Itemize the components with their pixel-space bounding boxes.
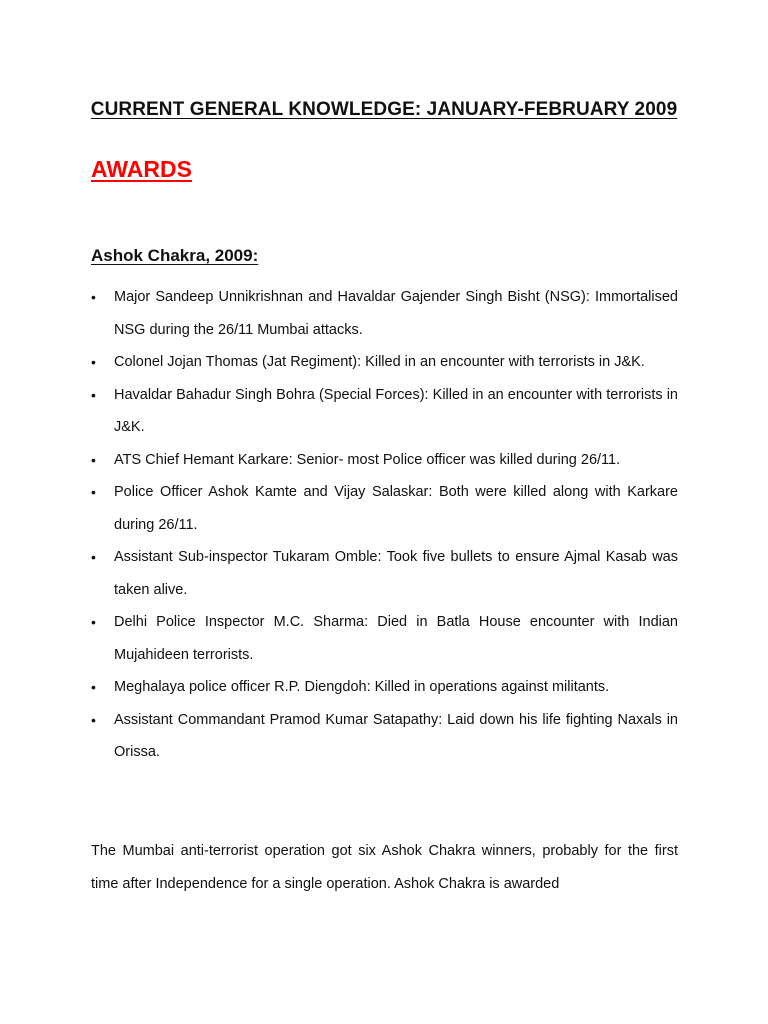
bullet-icon: • [91, 549, 96, 565]
awardee-list [91, 281, 678, 769]
list-item [91, 671, 678, 704]
list-item-text: Major Sandeep Unnikrishnan and Havaldar Gajender Singh Bisht (NSG): Immortalised NSG during the 26/11 Mumbai attacks. [114, 289, 678, 338]
list-item-text: Assistant Sub-inspector Tukaram Omble: Took five bullets to ensure Ajmal Kasab was taken alive. [114, 549, 678, 598]
list-item [91, 606, 678, 671]
bullet-icon: • [91, 484, 96, 500]
list-item-text: Delhi Police Inspector M.C. Sharma: Died in Batla House encounter with Indian Mujahideen terrorists. [114, 614, 678, 663]
list-item-text: Police Officer Ashok Kamte and Vijay Salaskar: Both were killed along with Karkare during 26/11. [114, 484, 678, 533]
list-item [91, 704, 678, 769]
bullet-icon: • [91, 614, 96, 630]
section-heading-awards: AWARDS [91, 156, 192, 182]
bullet-icon: • [91, 354, 96, 370]
list-item [91, 541, 678, 606]
list-item-text: ATS Chief Hemant Karkare: Senior- most Police officer was killed during 26/11. [114, 451, 621, 468]
list-item [91, 346, 678, 379]
list-item [91, 379, 678, 444]
list-item-text: Assistant Commandant Pramod Kumar Satapathy: Laid down his life fighting Naxals in Orissa. [114, 711, 678, 760]
list-item-text: Meghalaya police officer R.P. Diengdoh: Killed in operations against militants. [114, 679, 610, 695]
bullet-icon: • [91, 711, 96, 728]
bullet-icon: • [91, 289, 96, 305]
list-item-text: Colonel Jojan Thomas (Jat Regiment): Killed in an encounter with terrorists in J&K. [114, 354, 645, 370]
bullet-icon: • [91, 679, 96, 695]
list-item-text: Havaldar Bahadur Singh Bohra (Special Forces): Killed in an encounter with terrorists in J&K. [114, 386, 678, 435]
bullet-icon: • [91, 386, 96, 403]
subheading-ashok-chakra: Ashok Chakra, 2009: [91, 246, 259, 265]
document-title: CURRENT GENERAL KNOWLEDGE: JANUARY-FEBRUARY 2009 [90, 99, 678, 120]
bullet-icon: • [91, 451, 96, 468]
list-item [91, 476, 678, 541]
list-item [91, 444, 678, 477]
list-item [91, 281, 678, 346]
body-paragraph: The Mumbai anti-terrorist operation got six Ashok Chakra winners, probably for the first time after Independence for a single operation. Ashok Chakra is awarded [91, 843, 678, 892]
